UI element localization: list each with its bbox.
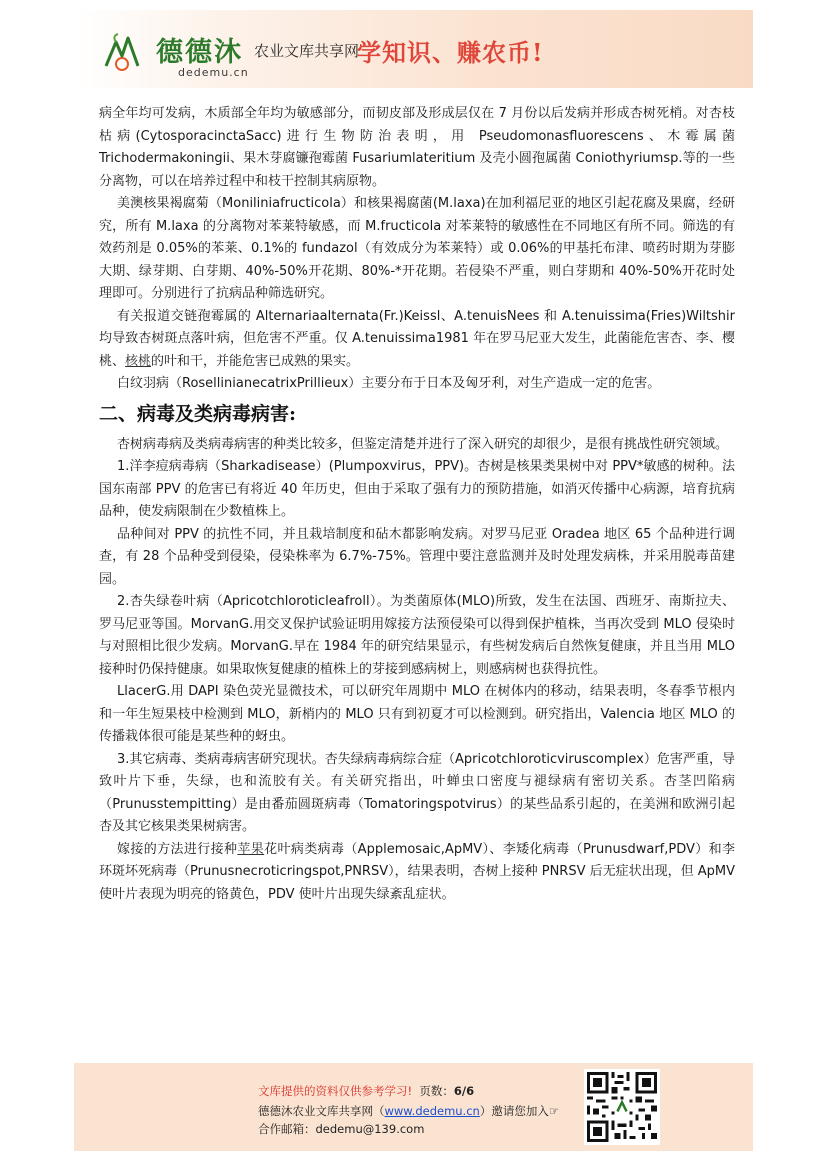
document-body <box>99 103 735 906</box>
paragraph: 3.其它病毒、类病毒病害研究现状。杏失绿病毒病综合症（Apricotchloroticviruscomplex）危害严重，导致叶片下垂，失绿，也和流胶有关。有关研究指出，叶蝉虫口密度与褪绿病有密切关系。杏茎凹陷病（Prunusstempitting）是由番茄圆斑病毒（Tomatoringspotvirus）的某些品系引起的，在美洲和欧洲引起杏及其它核果类果树病害。 <box>99 751 735 834</box>
paragraph: 品种间对 PPV 的抗性不同，并且栽培制度和砧木都影响发病。对罗马尼亚 Oradea 地区 65 个品种进行调查，有 28 个品种受到侵染，侵染株率为 6.7%-75%。管理中要注意监测并及时处理发病株，并采用脱毒苗建园。 <box>99 526 735 587</box>
brand-name: 德德沐 <box>156 37 243 68</box>
paragraph-text: 的叶和干，并能危害已成熟的果实。 <box>151 353 360 369</box>
paragraph: 1.洋李痘病毒病（Sharkadisease）(Plumpoxvirus，PPV)。杏树是核果类果树中对 PPV*敏感的树种。法国东南部 PPV 的危害已有将近 40 年历史，但由于采取了强有力的预防措施，如消灭传播中心病源，培育抗病品种，使发病限制在少数植株上。 <box>99 459 735 519</box>
footer-notice: 文库提供的资料仅供参考学习! <box>258 1084 413 1098</box>
paragraph: 美澳核果褐腐菊（Moniliniafructicola）和核果褐腐菌(M.laxa)在加利福尼亚的地区引起花腐及果腐，经研究，所有 M.laxa 的分离物对苯莱特敏感，而 M.fructicola 对苯莱特的敏感性在不同地区有所不同。筛选的有效药剂是 0.05%的苯莱、0.1%的 fundazol（有效成分为苯莱特）或 0.06%的甲基托布津、喷药时期为芽膨大期、绿芽期、白芽期、40%-50%开花期、80%-*开花期。若侵染不严重，则白芽期和 40%-50%开花时处理即可。分别进行了抗病品种筛选研究。 <box>99 196 735 301</box>
page-footer <box>74 1063 753 1151</box>
walnut-link[interactable]: 核桃 <box>125 353 152 369</box>
paragraph-text: 有关报道交链孢霉属的 Alternariaalternata(Fr.)Keissl、A.tenuisNees 和 A.tenuissima(Fries)Wiltshir 均导致杏树斑点落叶病，但危害不严重。仅 A.tenuissima1981 年在罗马尼亚大发生，此菌能危害杏、李、樱桃、 <box>99 308 735 369</box>
paragraph: 病全年均可发病，木质部全年均为敏感部分，而韧皮部及形成层仅在 7 月份以后发病并形成杏树死梢。对杏枝枯病(CytosporacinctaSacc)进行生物防治表明，用 Pseudomonasfluorescens、木霉属菌 Trichodermakoningii、果木芽腐镰孢霉菌 Fusariumlateritium 及壳小圆孢属菌 Coniothyriumsp.等的一些分离物，可以在培养过程中和枝干控制其病原物。 <box>99 106 735 189</box>
paragraph: 白纹羽病（RosellinianecatrixPrillieux）主要分布于日本及匈牙利，对生产造成一定的危害。 <box>117 376 661 391</box>
footer-site-line <box>258 1103 559 1119</box>
footer-notice-line <box>258 1083 474 1099</box>
header-slogan: 学知识、赚农币! <box>357 38 544 67</box>
footer-site-suffix: ）邀请您加入☞ <box>479 1104 560 1118</box>
paragraph: 杏树病毒病及类病毒病害的种类比较多，但鉴定清楚并进行了深入研究的却很少，是很有挑战性研究领域。 <box>117 436 729 452</box>
site-link[interactable]: www.dedemu.cn <box>384 1104 480 1118</box>
paragraph-text: 嫁接的方法进行接种 <box>117 841 238 857</box>
footer-email: 合作邮箱：dedemu@139.com <box>258 1122 425 1136</box>
paragraph: LlacerG.用 DAPI 染色荧光显微技术，可以研究年周期中 MLO 在树体内的移动，结果表明，冬春季节根内和一年生短果枝中检测到 MLO，新梢内的 MLO 只有到初夏才可以检测到。研究指出，Valencia 地区 MLO 的传播栽体很可能是某些种的蚜虫。 <box>99 684 735 744</box>
qr-code-icon[interactable] <box>584 1069 660 1145</box>
paragraph-text: 花叶病类病毒（Applemosaic,ApMV）、李矮化病毒（Prunusdwarf,PDV）和李环斑坏死病毒（Prunusnecroticringspot,PNRSV），结果表明，杏树上接种 PNRSV 后无症状出现，但 ApMV 使叶片表现为明亮的铬黄色，PDV 使叶片出现失绿紊乱症状。 <box>99 841 735 902</box>
paragraph: 2.杏失绿卷叶病（Apricotchloroticleafroll）。为类菌原体(MLO)所致，发生在法国、西班牙、南斯拉夫、罗马尼亚等国。MorvanG.用交叉保护试验证明用嫁接方法预侵染可以得到保护植株，当再次受到 MLO 侵染时与对照相比很少发病。MorvanG.早在 1984 年的研究结果显示，有些树发病后自然恢复健康，并且当用 MLO 接种时仍保持健康。如果取恢复健康的植株上的芽接到感病树上，则感病树也获得抗性。 <box>99 594 735 677</box>
apple-link[interactable]: 苹果 <box>237 841 265 857</box>
leaf-logo-icon <box>102 32 142 72</box>
page-header <box>74 10 753 88</box>
page-label: 页数： <box>419 1084 454 1098</box>
page-number: 6/6 <box>453 1084 475 1098</box>
footer-site-prefix: 德德沐农业文库共享网（ <box>258 1104 385 1118</box>
header-subtitle: 农业文库共享网 <box>254 42 360 60</box>
section-heading: 二、病毒及类病毒病害: <box>99 402 297 425</box>
paragraph <box>99 306 735 374</box>
paragraph <box>99 839 735 907</box>
brand-url[interactable]: dedemu.cn <box>178 66 249 79</box>
